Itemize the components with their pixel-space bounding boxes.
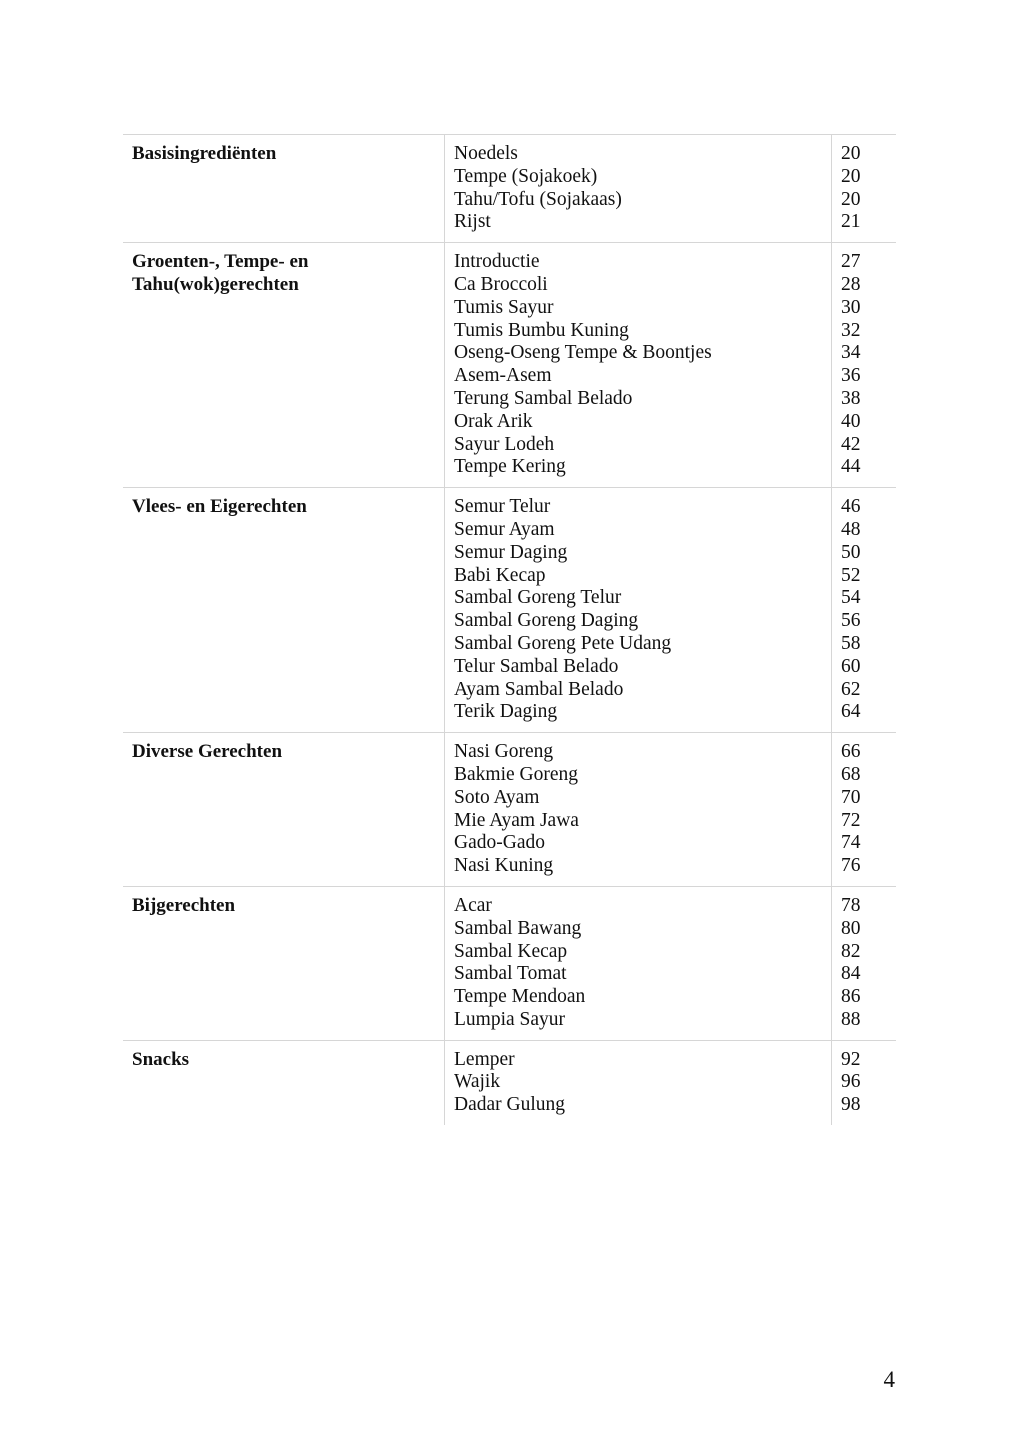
toc-section [123,243,896,488]
entry-page-number: 20 [841,143,861,164]
entry-page-number: 34 [841,342,861,364]
entry-title: Tumis Bumbu Kuning [454,319,629,341]
entry-page-number: 32 [841,319,861,341]
entry-title: Nasi Goreng [454,741,554,763]
entry-title: Soto Ayam [454,786,540,808]
entry-title: Noedels [454,143,518,164]
entry-page-number: 54 [841,587,861,609]
entry-page-number: 92 [841,1048,861,1070]
entry-page-number: 64 [841,701,861,723]
entry-title: Babi Kecap [454,564,546,586]
entry-title: Tahu/Tofu (Sojakaas) [454,188,622,210]
category-title-line: Snacks [132,1048,190,1070]
entry-page-number: 66 [841,741,861,763]
entry-title: Tumis Sayur [454,296,554,318]
section-entries [445,488,832,732]
entry-page-number: 76 [841,855,861,877]
entry-page-number: 80 [841,917,861,939]
entry-title: Dadar Gulung [454,1094,566,1116]
entry-title: Lemper [454,1048,515,1070]
section-page-numbers [832,1041,896,1125]
section-entries [445,733,832,886]
entry-title: Semur Daging [454,541,568,563]
entry-title: Wajik [454,1071,501,1093]
entry-page-number: 36 [841,365,861,387]
category-title-line: Groenten-, Tempe- en [132,251,309,273]
category-title-line: Bijgerechten [132,894,236,916]
entry-title: Semur Ayam [454,518,555,540]
section-entries [445,243,832,487]
entry-title: Oseng-Oseng Tempe & Boontjes [454,342,712,364]
entry-title: Introductie [454,251,540,273]
entry-page-number: 30 [841,296,861,318]
entry-page-number: 84 [841,963,861,985]
toc-section [123,733,896,887]
section-category [123,135,445,242]
toc-section [123,1041,896,1125]
section-page-numbers [832,135,896,242]
entry-title: Nasi Kuning [454,855,554,877]
entry-title: Sambal Tomat [454,963,567,985]
entry-page-number: 44 [841,456,861,478]
entry-title: Terung Sambal Belado [454,387,633,409]
page-number: 4 [883,1367,895,1392]
entry-page-number: 20 [841,188,861,210]
entry-page-number: 56 [841,610,861,632]
entry-page-number: 78 [841,894,861,916]
category-title-line: Vlees- en Eigerechten [132,496,307,518]
entry-page-number: 82 [841,940,861,962]
entry-title: Sambal Goreng Daging [454,610,639,632]
entry-page-number: 50 [841,541,861,563]
entry-page-number: 88 [841,1008,861,1030]
category-title-line: Basisingrediënten [132,143,277,164]
entry-title: Sambal Bawang [454,917,582,939]
entry-title: Terik Daging [454,701,558,723]
entry-title: Tempe (Sojakoek) [454,165,598,187]
entry-title: Tempe Mendoan [454,986,586,1008]
entry-title: Semur Telur [454,496,551,518]
entry-title: Sambal Kecap [454,940,568,962]
entry-page-number: 58 [841,632,861,654]
section-entries [445,1041,832,1125]
section-category [123,1041,445,1125]
section-page-numbers [832,488,896,732]
section-category [123,243,445,487]
section-entries [445,887,832,1040]
entry-page-number: 28 [841,273,861,295]
section-category [123,488,445,732]
entry-title: Tempe Kering [454,456,566,478]
entry-title: Ca Broccoli [454,273,548,295]
entry-title: Telur Sambal Belado [454,655,619,677]
entry-page-number: 27 [841,251,861,273]
entry-title: Orak Arik [454,410,533,432]
entry-title: Mie Ayam Jawa [454,809,579,831]
entry-page-number: 20 [841,165,861,187]
entry-title: Sambal Goreng Pete Udang [454,632,672,654]
toc-section [123,887,896,1041]
entry-title: Asem-Asem [454,365,552,387]
entry-title: Bakmie Goreng [454,763,579,785]
toc-section [123,488,896,733]
entry-page-number: 70 [841,786,861,808]
entry-page-number: 46 [841,496,861,518]
entry-page-number: 42 [841,433,861,455]
entry-page-number: 52 [841,564,861,586]
entry-page-number: 60 [841,655,861,677]
category-title-line: Tahu(wok)gerechten [132,273,299,295]
section-category [123,887,445,1040]
entry-title: Ayam Sambal Belado [454,678,624,700]
entry-page-number: 68 [841,763,861,785]
entry-page-number: 96 [841,1071,861,1093]
section-page-numbers [832,887,896,1040]
section-category [123,733,445,886]
entry-title: Acar [454,894,492,916]
entry-title: Rijst [454,211,491,233]
section-page-numbers [832,733,896,886]
entry-page-number: 98 [841,1094,861,1116]
entry-page-number: 48 [841,518,861,540]
category-title-line: Diverse Gerechten [132,741,283,763]
entry-title: Sambal Goreng Telur [454,587,622,609]
entry-page-number: 38 [841,387,861,409]
section-entries [445,135,832,242]
entry-title: Gado-Gado [454,832,545,854]
entry-page-number: 74 [841,832,861,854]
table-of-contents [123,134,896,1125]
entry-page-number: 40 [841,410,861,432]
entry-page-number: 86 [841,986,861,1008]
toc-section [123,135,896,243]
entry-page-number: 62 [841,678,861,700]
entry-page-number: 72 [841,809,861,831]
section-page-numbers [832,243,896,487]
entry-page-number: 21 [841,211,861,233]
entry-title: Sayur Lodeh [454,433,555,455]
entry-title: Lumpia Sayur [454,1008,566,1030]
